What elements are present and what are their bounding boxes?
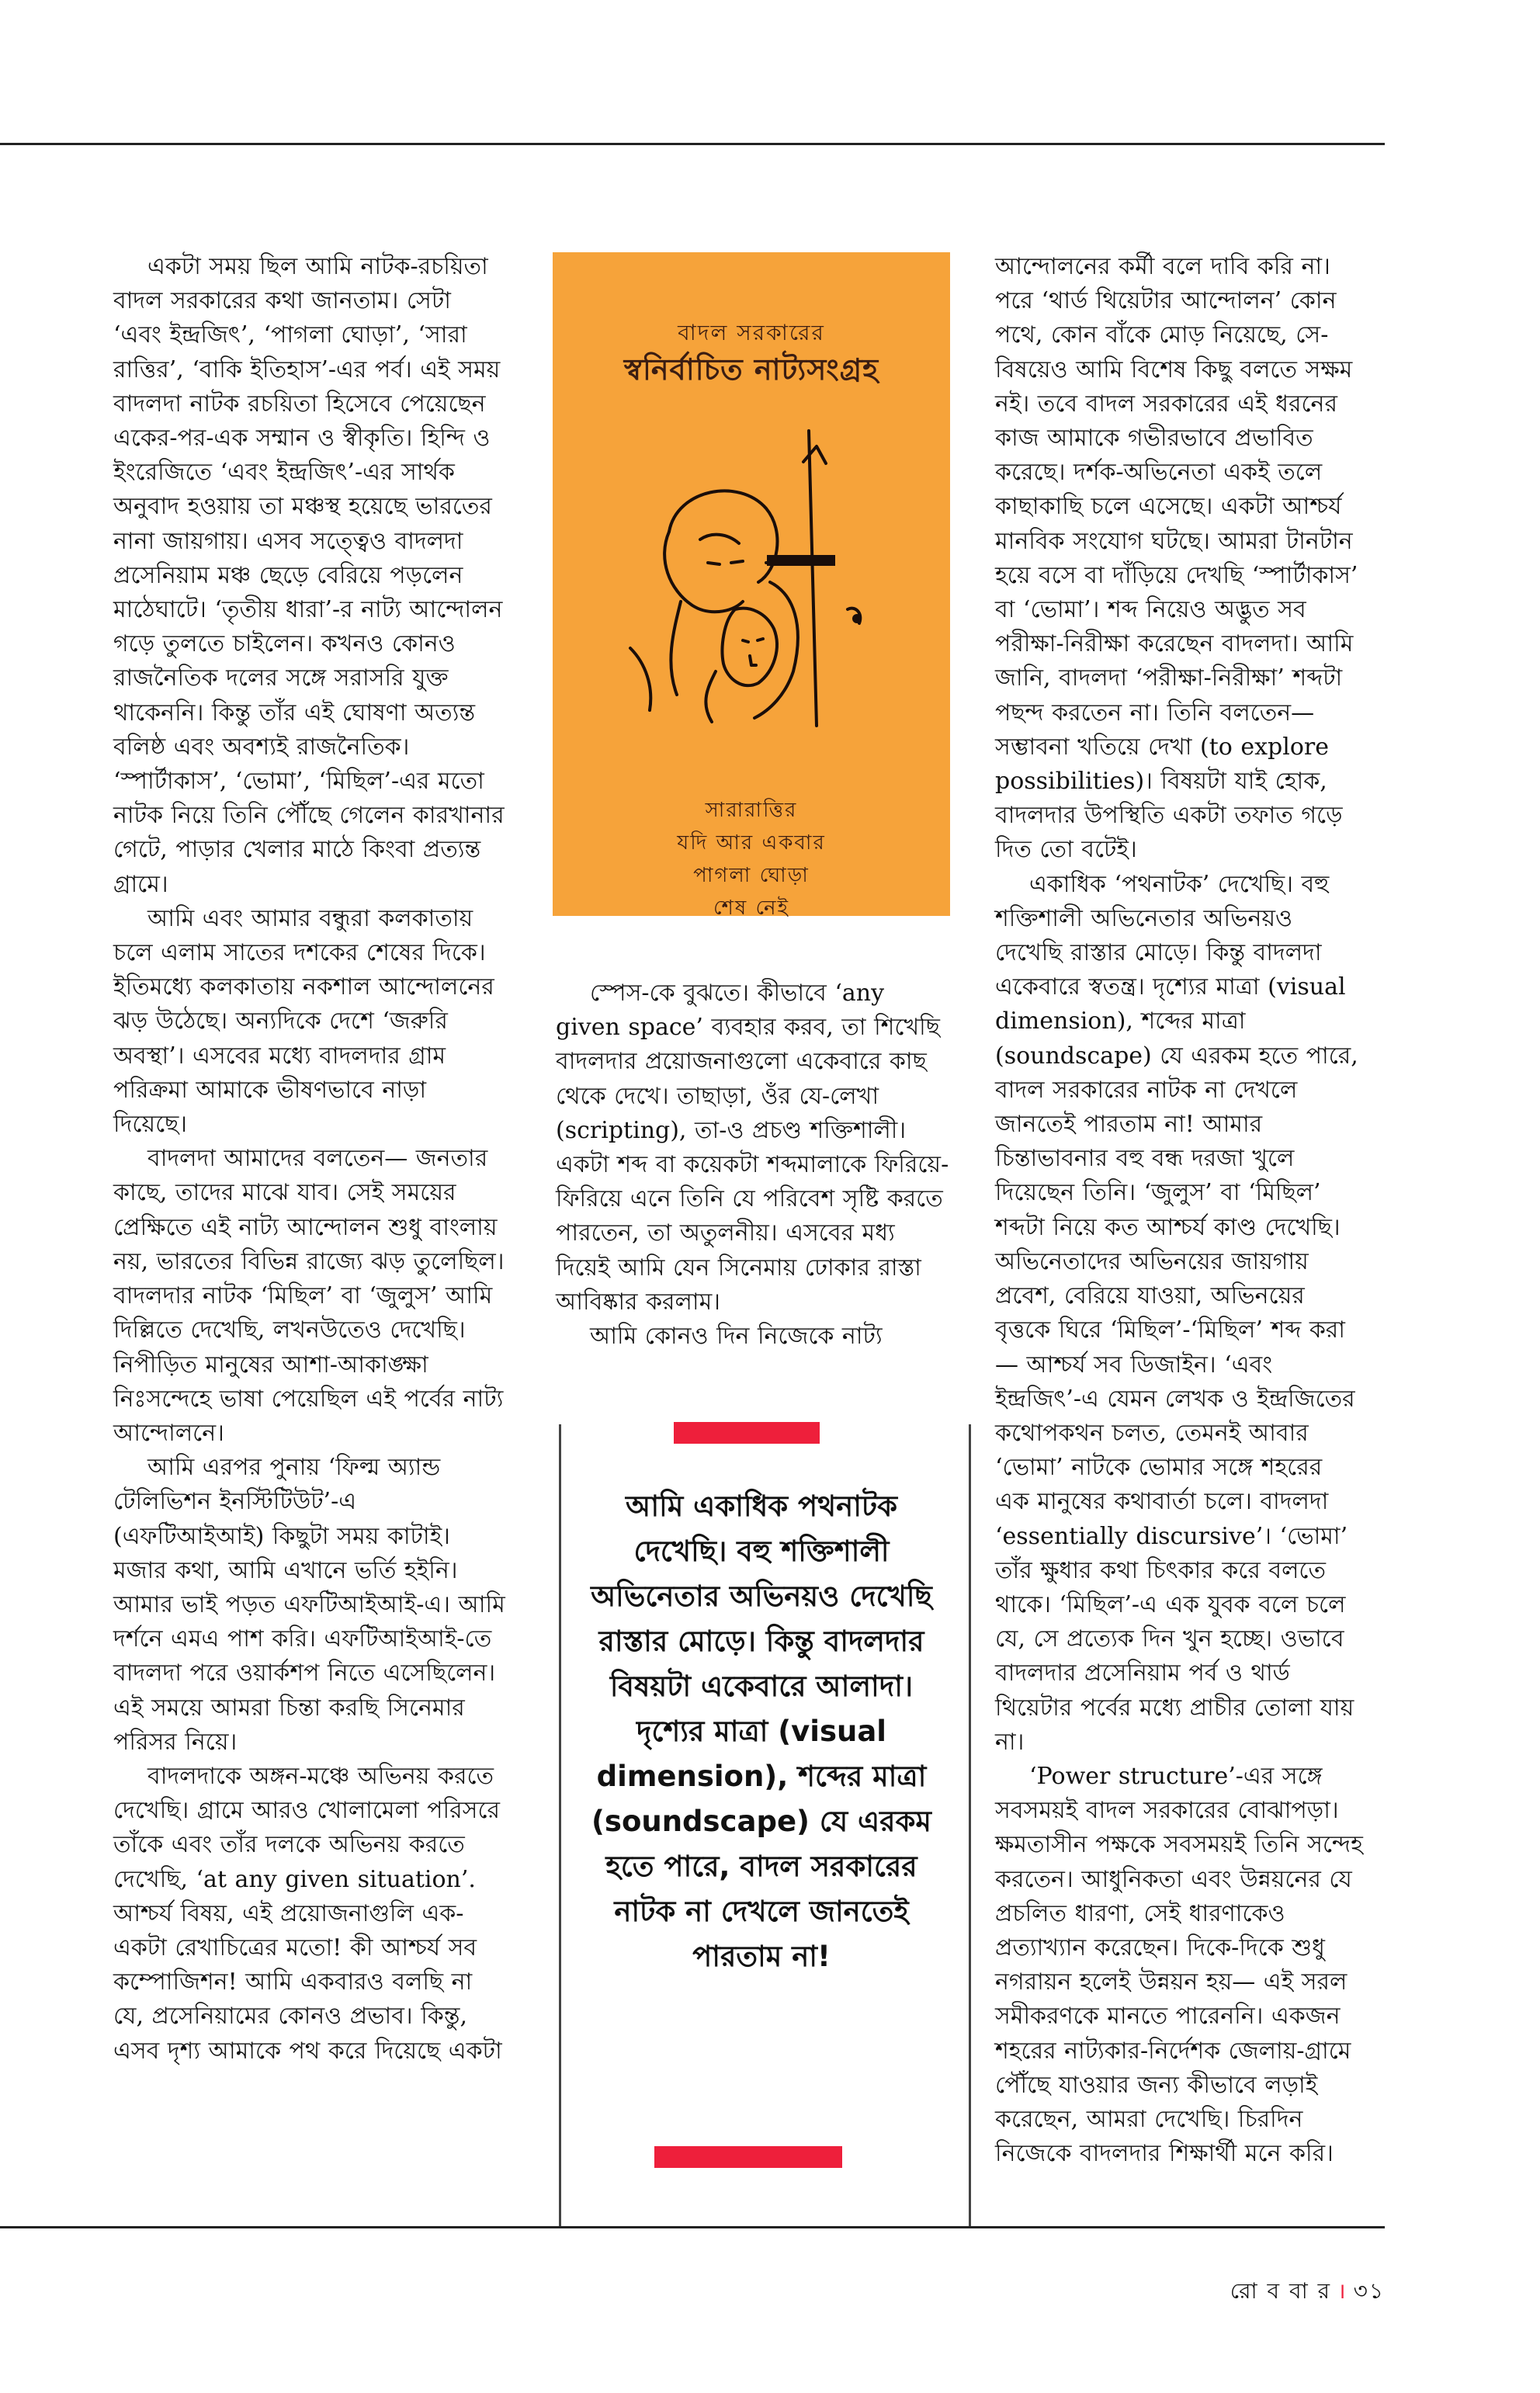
paragraph: একাধিক ‘পথনাটক’ দেখেছি। বহু শক্তিশালী অভিনেতার অভিনয়ও দেখেছি রাস্তার মোড়ে। কিন্তু বাদলদা একেবারে স্বতন্ত্র। দৃশ্যের মাত্রা (visual dimension), শব্দের মাত্রা (soundscape) যে এরকম হতে পারে, বাদল সরকারের নাটক না দেখলে জানতেই পারতাম না! আমার চিন্তাভাবনার বহু বন্ধ দরজা খুলে দিয়েছেন তিনি। ‘জুলুস’ বা ‘মিছিল’ শব্দটা নিয়ে কত আশ্চর্য কাণ্ড দেখেছি। অভিনেতাদের অভিনয়ের জায়গায় প্রবেশ, বেরিয়ে যাওয়া, অভিনয়ের বৃত্তকে ঘিরে ‘মিছিল’-‘মিছিল’ শব্দ করা— আশ্চর্য সব ডিজাইন। ‘এবং ইন্দ্রজিৎ’-এ যেমন লেখক ও ইন্দ্রজিতের কথোপকথন চলত, তেমনই আবার ‘ভোমা’ নাটকে ভোমার সঙ্গে শহরের এক মানুষের কথাবার্তা চলে। বাদলদা ‘essentially discursive’। ‘ভোমা’ তাঁর ক্ষুধার কথা চিৎকার করে বলতে থাকে। ‘মিছিল’-এ এক যুবক বলে চলে যে, সে প্রত্যেক দিন খুন হচ্ছে। ওভাবে বাদলদার প্রসেনিয়াম পর্ব ও থার্ড থিয়েটার পর্বের মধ্যে প্রাচীর তোলা যায় না। bbox=[995, 870, 1358, 1756]
paragraph: ‘Power structure’-এর সঙ্গে সবসময়ই বাদল সরকারের বোঝাপড়া। ক্ষমতাসীন পক্ষকে সবসময়ই তিনি সন্দেহ করতেন। আধুনিকতা এবং উন্নয়নের যে প্রচলিত ধারণা, সেই ধারণাকেও প্রত্যাখ্যান করেছেন। দিকে-দিকে শুধু নগরায়ন হলেই উন্নয়ন হয়— এই সরল সমীকরণকে মানতে পারেননি। একজন শহরের নাট্যকার-নির্দেশক জেলায়-গ্রামে পৌঁছে যাওয়ার জন্য কীভাবে লড়াই করেছেন, আমরা দেখেছি। চিরদিন নিজেকে বাদলদার শিক্ষার্থী মনে করি। bbox=[995, 1762, 1363, 2168]
paragraph: আমি এরপর পুনায় ‘ফিল্ম অ্যান্ড টেলিভিশন ইনস্টিটিউট’-এ (এফটিআইআই) কিছুটা সময় কাটাই। মজার কথা, আমি এখানে ভর্তি হইনি। আমার ভাই পড়ত এফটিআইআই-এ। আমি দর্শনে এমএ পাশ করি। এফটিআইআই-তে বাদলদা পরে ওয়ার্কশপ নিতে এসেছিলেন। এই সময়ে আমরা চিন্তা করছি সিনেমার পরিসর নিয়ে। bbox=[113, 1454, 505, 1756]
footer-separator: । bbox=[1337, 2278, 1348, 2304]
cover-play-list bbox=[553, 794, 950, 924]
pull-quote-bottom-accent bbox=[654, 2146, 842, 2168]
top-rule bbox=[0, 143, 1385, 145]
paragraph: আমি এবং আমার বন্ধুরা কলকাতায় চলে এলাম সাতের দশকের শেষের দিকে। ইতিমধ্যে কলকাতায় নকশাল আন্দোলনের ঝড় উঠেছে। অন্যদিকে দেশে ‘জরুরি অবস্থা’। এসবের মধ্যে বাদলদার গ্রাম পরিক্রমা আমাকে ভীষণভাবে নাড়া দিয়েছে। bbox=[113, 904, 494, 1139]
paragraph: আন্দোলনের কর্মী বলে দাবি করি না। পরে ‘থার্ড থিয়েটার আন্দোলন’ কোন পথে, কোন বাঁকে মোড় নিয়েছে, সে-বিষয়েও আমি বিশেষ কিছু বলতে সক্ষম নই। তবে বাদল সরকারের এই ধরনের কাজ আমাকে গভীরভাবে প্রভাবিত করেছে। দর্শক-অভিনেতা একই তলে কাছাকাছি চলে এসেছে। একটা আশ্চর্য মানবিক সংযোগ ঘটছে। আমরা টানটান হয়ে বসে বা দাঁড়িয়ে দেখছি ‘স্পার্টাকাস’ বা ‘ভোমা’। শব্দ নিয়েও অদ্ভুত সব পরীক্ষা-নিরীক্ষা করেছেন বাদলদা। আমি জানি, বাদলদা ‘পরীক্ষা-নিরীক্ষা’ শব্দটা পছন্দ করতেন না। তিনি বলতেন— সম্ভাবনা খতিয়ে দেখা (to explore possibilities)। বিষয়টা যাই হোক, বাদলদার উপস্থিতি একটা তফাত গড়ে দিত তো বটেই। bbox=[995, 253, 1358, 864]
cover-play-title: যদি আর একবার bbox=[677, 831, 826, 855]
article-column-3 bbox=[995, 250, 1363, 2171]
pull-quote-top-accent bbox=[674, 1422, 820, 1444]
pull-quote: আমি একাধিক পথনাটক দেখেছি। বহু শক্তিশালী অভিনেতার অভিনয়ও দেখেছি রাস্তার মোড়ে। কিন্তু বাদলদার বিষয়টা একেবারে আলাদা। দৃশ্যের মাত্রা (visual dimension), শব্দের মাত্রা (soundscape) যে এরকম হতে পারে, বাদল সরকারের নাটক না দেখলে জানতেই পারতাম না! bbox=[591, 1490, 932, 1973]
paragraph: বাদলদা আমাদের বলতেন— জনতার কাছে, তাদের মাঝে যাব। সেই সময়ের প্রেক্ষিতে এই নাট্য আন্দোলন শুধু বাংলায় নয়, ভারতের বিভিন্ন রাজ্যে ঝড় তুলেছিল। বাদলদার নাটক ‘মিছিল’ বা ‘জুলুস’ আমি দিল্লিতে দেখেছি, লখনউতেও দেখেছি। নিপীড়িত মানুষের আশা-আকাঙ্ক্ষা নিঃসন্দেহে ভাষা পেয়েছিল এই পর্বের নাট্য আন্দোলনে। bbox=[113, 1145, 505, 1447]
article-column-2 bbox=[556, 976, 950, 1354]
article-column-1 bbox=[113, 250, 505, 2069]
cover-play-title: পাগলা ঘোড়া bbox=[693, 864, 810, 887]
page-number: ৩১ bbox=[1353, 2278, 1385, 2304]
bottom-rule bbox=[0, 2226, 1385, 2228]
magazine-name: রো ব বা র bbox=[1230, 2278, 1331, 2304]
pull-quote-left-rule bbox=[559, 1424, 561, 2226]
cover-sketch-illustration bbox=[584, 415, 910, 741]
cover-play-title: সারারাত্তির bbox=[705, 799, 798, 822]
paragraph: বাদলদাকে অঙ্গন-মঞ্চে অভিনয় করতে দেখেছি। গ্রামে আরও খোলামেলা পরিসরে তাঁকে এবং তাঁর দলকে অভিনয় করতে দেখেছি, ‘at any given situation’. আশ্চর্য বিষয়, এই প্রয়োজনাগুলি এক-একটা রেখাচিত্রের মতো! কী আশ্চর্য সব কম্পোজিশন! আমি একবারও বলছি না যে, প্রসেনিয়ামের কোনও প্রভাব। কিন্তু, এসব দৃশ্য আমাকে পথ করে দিয়েছে একটা bbox=[113, 1762, 502, 2065]
column-divider bbox=[969, 1424, 971, 2226]
cover-title: স্বনির্বাচিত নাট্যসংগ্রহ bbox=[623, 352, 879, 387]
cover-author: বাদল সরকারের bbox=[678, 320, 825, 345]
page-footer bbox=[1230, 2274, 1385, 2311]
paragraph: আমি কোনও দিন নিজেকে নাট্য bbox=[590, 1323, 883, 1351]
book-cover bbox=[553, 252, 950, 920]
paragraph: স্পেস-কে বুঝতে। কীভাবে ‘any given space’ ব্যবহার করব, তা শিখেছি বাদলদার প্রয়োজনাগুলো একেবারে কাছ থেকে দেখে। তাছাড়া, ওঁর যে-লেখা (scripting), তা-ও প্রচণ্ড শক্তিশালী। একটা শব্দ বা কয়েকটা শব্দমালাকে ফিরিয়ে-ফিরিয়ে এনে তিনি যে পরিবেশ সৃষ্টি করতে পারতেন, তা অতুলনীয়। এসবের মধ্য দিয়েই আমি যেন সিনেমায় ঢোকার রাস্তা আবিষ্কার করলাম। bbox=[556, 980, 949, 1316]
cover-play-title: শেষ নেই bbox=[713, 897, 790, 920]
paragraph: একটা সময় ছিল আমি নাটক-রচয়িতা বাদল সরকারের কথা জানতাম। সেটা ‘এবং ইন্দ্রজিৎ’, ‘পাগলা ঘোড়া’, ‘সারা রাত্তির’, ‘বাকি ইতিহাস’-এর পর্ব। এই সময় বাদলদা নাটক রচয়িতা হিসেবে পেয়েছেন একের-পর-এক সম্মান ও স্বীকৃতি। হিন্দি ও ইংরেজিতে ‘এবং ইন্দ্রজিৎ’-এর সার্থক অনুবাদ হওয়ায় তা মঞ্চস্থ হয়েছে ভারতের নানা জায়গায়। এসব সত্ত্বেও বাদলদা প্রসেনিয়াম মঞ্চ ছেড়ে বেরিয়ে পড়লেন মাঠেঘাটে। ‘তৃতীয় ধারা’-র নাট্য আন্দোলন গড়ে তুলতে চাইলেন। কখনও কোনও রাজনৈতিক দলের সঙ্গে সরাসরি যুক্ত থাকেননি। কিন্তু তাঁর এই ঘোষণা অত্যন্ত বলিষ্ঠ এবং অবশ্যই রাজনৈতিক। ‘স্পার্টাকাস’, ‘ভোমা’, ‘মিছিল’-এর মতো নাটক নিয়ে তিনি পৌঁছে গেলেন কারখানার গেটে, পাড়ার খেলার মাঠে কিংবা প্রত্যন্ত গ্রামে। bbox=[113, 253, 505, 898]
